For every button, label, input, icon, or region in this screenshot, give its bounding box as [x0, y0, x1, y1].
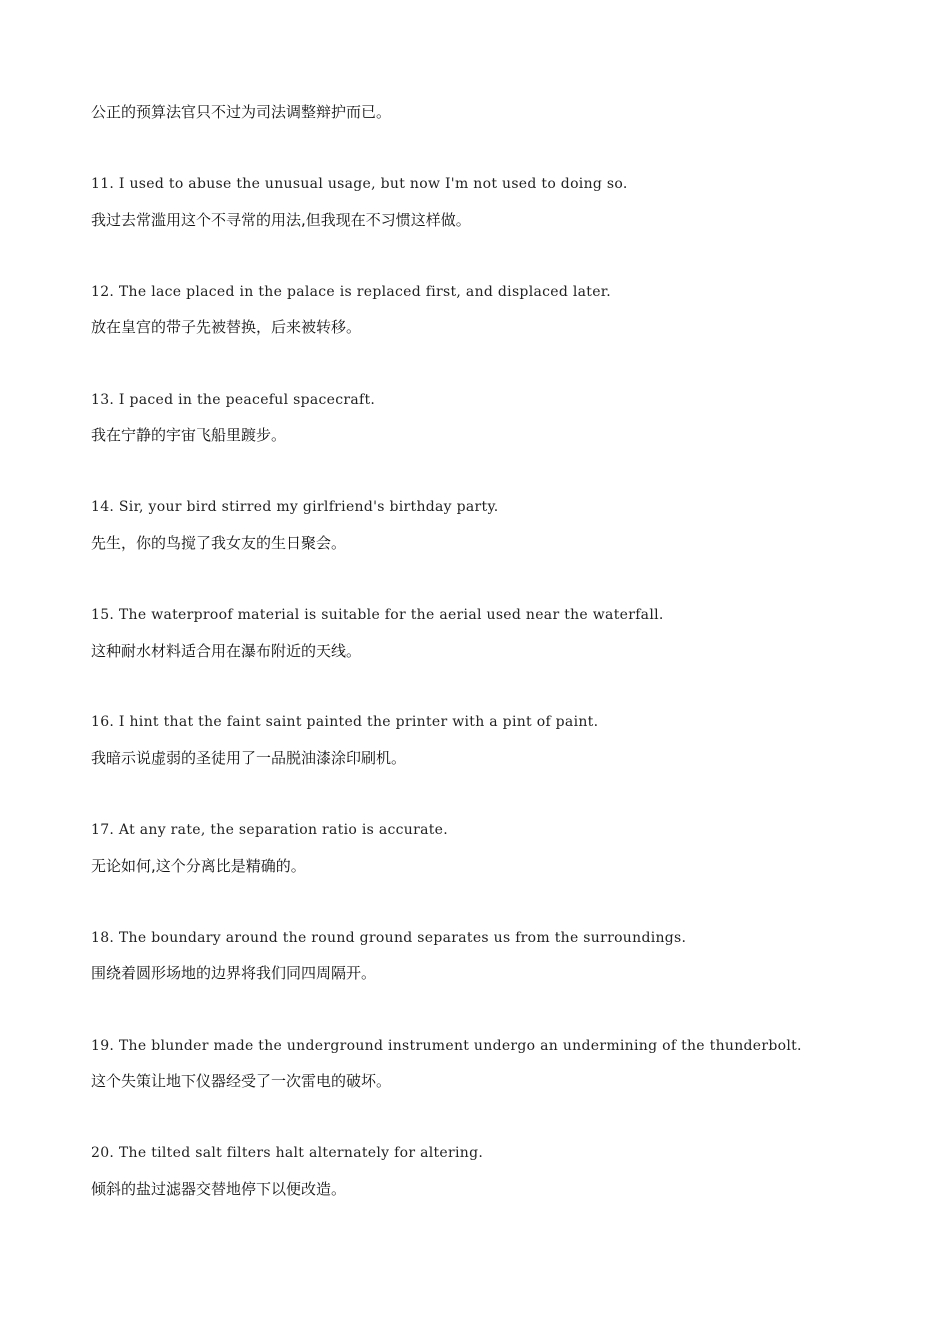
- entry-13-chinese: 我在宁静的宇宙飞船里踱步。: [91, 426, 287, 444]
- entry-20-english: 20. The tilted salt filters halt alternately for altering.: [91, 1145, 484, 1161]
- entry-16-english: 16. I hint that the faint saint painted the printer with a pint of paint.: [91, 714, 599, 730]
- entry-15-english: 15. The waterproof material is suitable for the aerial used near the waterfall.: [91, 607, 664, 623]
- entry-17-chinese: 无论如何,这个分离比是精确的。: [91, 857, 306, 875]
- entry-18-english: 18. The boundary around the round ground separates us from the surroundings.: [91, 930, 687, 946]
- entry-16-chinese: 我暗示说虚弱的圣徒用了一品脱油漆涂印刷机。: [91, 749, 407, 767]
- entry-19-chinese: 这个失策让地下仪器经受了一次雷电的破坏。: [91, 1072, 392, 1090]
- entry-17-english: 17. At any rate, the separation ratio is accurate.: [91, 822, 449, 838]
- entry-11-english: 11. I used to abuse the unusual usage, but now I'm not used to doing so.: [91, 176, 628, 192]
- entry-13-english: 13. I paced in the peaceful spacecraft.: [91, 392, 376, 408]
- lead-line: 公正的预算法官只不过为司法调整辩护而已。: [91, 103, 392, 121]
- entry-14-english: 14. Sir, your bird stirred my girlfriend's birthday party.: [91, 499, 499, 515]
- entry-15-chinese: 这种耐水材料适合用在瀑布附近的天线。: [91, 642, 362, 660]
- entry-14-chinese: 先生，你的鸟搅了我女友的生日聚会。: [91, 534, 347, 552]
- entry-20-chinese: 倾斜的盐过滤器交替地停下以便改造。: [91, 1180, 347, 1198]
- entry-18-chinese: 围绕着圆形场地的边界将我们同四周隔开。: [91, 964, 377, 982]
- entry-12-english: 12. The lace placed in the palace is replaced first, and displaced later.: [91, 284, 611, 300]
- entry-12-chinese: 放在皇宫的带子先被替换，后来被转移。: [91, 318, 362, 336]
- entry-11-chinese: 我过去常滥用这个不寻常的用法,但我现在不习惯这样做。: [91, 211, 471, 229]
- entry-19-english: 19. The blunder made the underground instrument undergo an undermining of the thunderbolt.: [91, 1038, 802, 1054]
